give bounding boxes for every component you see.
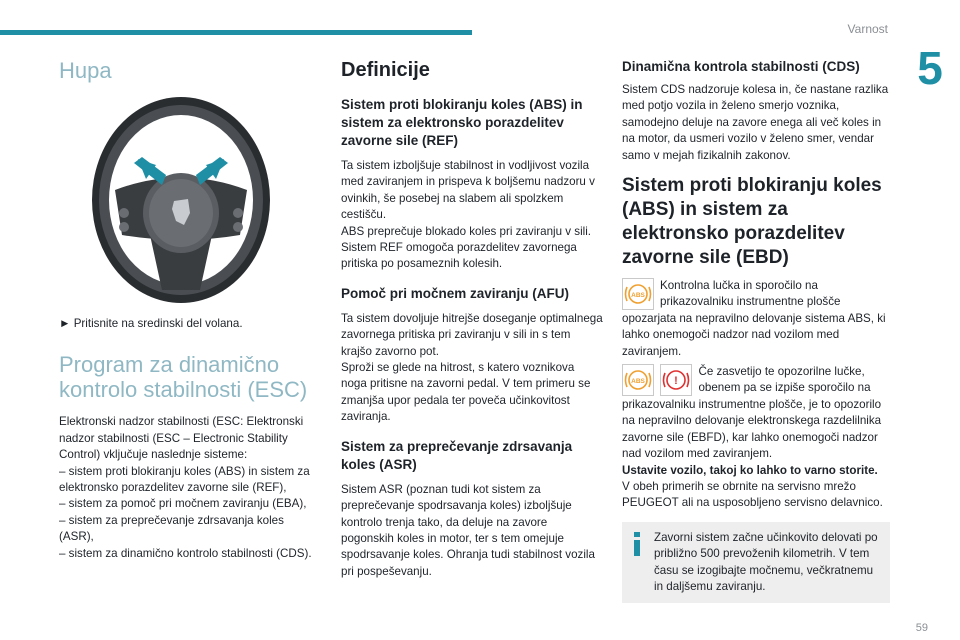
warning-2-after: V obeh primerih se obrnite na servisno mrežo PEUGEOT ali na usposobljeno servisno delavnico.: [622, 479, 883, 510]
page-number: 59: [915, 622, 928, 634]
abs-warning-lamp: [622, 278, 654, 310]
svg-text:ABS: ABS: [631, 292, 645, 300]
chapter-number: 5: [900, 42, 960, 94]
cds-text: Sistem CDS nadzoruje kolesa in, če nastane razlika med potjo vozila in želeno smerjo voznika, samodejno deluje na zavore enega ali več koles in na motor, da usmeri vozilo v želeno smer, vendar samo v mejah fizikalnih zakonov.: [622, 83, 889, 162]
section-title: Varnost: [847, 22, 888, 36]
afu-text: Ta sistem dovoljuje hitrejše doseganje optimalnega zavornega pritiska pri zaviranju v sili in s tem krajšo zavorno pot. Sproži se glede na hitrost, s katero voznikova noga pritisne na zavorni pedal. V tem primeru se zmanjša upor pedala ter poveča učinkovitost zaviranja.: [341, 311, 603, 424]
abs-icon-2: [622, 364, 654, 396]
info-box: [622, 522, 890, 604]
warning-2-bold: Ustavite vozilo, takoj ko lahko to varno storite.: [622, 463, 878, 477]
warning-1-text: Kontrolna lučka in sporočilo na prikazovalniku instrumentne plošče opozarjata na nepravilno delovanje sistema ABS, ki lahko onemogoči nadzor nad vozilom med zaviranjem.: [622, 279, 886, 358]
horn-title: Hupa: [59, 58, 112, 83]
column-2: [341, 58, 603, 580]
steering-wheel-illustration: [90, 95, 272, 305]
brake-warning-icon: [660, 364, 692, 396]
asr-text: Sistem ASR (poznan tudi kot sistem za preprečevanje spodrsavanja koles) izboljšuje kontrolo trenja tako, da deluje na zavore pogonskih koles in motor, ter s tem omejuje spodrsavanje koles. Ohranja tudi stabilnost vozila pri pospeševanju.: [341, 482, 595, 578]
definitions-title: Definicije: [341, 59, 430, 81]
cds-title: Dinamična kontrola stabilnosti (CDS): [622, 59, 860, 74]
abs-ref-title: Sistem proti blokiranju koles (ABS) in sistem za elektronsko porazdelitev zavorne sile (REF): [341, 97, 583, 148]
warning-2-text: Če zasvetijo te opozorilne lučke, obenem pa se izpiše sporočilo na prikazovalniku instrumentne plošče, je to opozorilo na nepravilno delovanje elektronskega razdelilnika zavorne sile (EBFD), kar lahko onemogoči nadzor nad vozilom med zaviranjem.: [622, 365, 882, 461]
warning-block-2: [622, 364, 890, 462]
esc-title: Program za dinamično kontrolo stabilnosti (ESC): [59, 352, 308, 403]
info-text: Zavorni sistem začne učinkovito delovati po približno 500 prevoženih kilometrih. V tem času se izogibajte močnemu, večkratnemu in daljšemu zaviranju.: [654, 530, 878, 593]
svg-text:!: !: [674, 375, 679, 388]
column-1-lower: [59, 316, 321, 562]
top-accent-bar: [0, 30, 472, 35]
column-1: [59, 58, 321, 84]
esc-text: Elektronski nadzor stabilnosti (ESC: Elektronski nadzor stabilnosti (ESC – Electronic Stability Control) vključuje naslednje sisteme: – sistem proti blokiranju koles (ABS) in sistem za elektronsko porazdelitev zavorne sile (REF), – sistem za pomoč pri močnem zaviranju (EBA), – sistem za preprečevanje zdrsavanja koles (ASR), – sistem za dinamično kontrolo stabilnosti (CDS).: [59, 415, 312, 560]
column-3: [622, 58, 890, 603]
brake-warning-lamps: [622, 364, 692, 396]
horn-instruction: ► Pritisnite na sredinski del volana.: [59, 317, 243, 330]
asr-title: Sistem za preprečevanje zdrsavanja koles (ASR): [341, 438, 573, 472]
abs-icon: [622, 278, 654, 310]
warning-block-1: [622, 278, 890, 360]
steering-wheel-icon: [90, 95, 272, 305]
afu-title: Pomoč pri močnem zaviranju (AFU): [341, 285, 570, 301]
abs-ebd-title: Sistem proti blokiranju koles (ABS) in sistem za elektronsko porazdelitev zavorne sile (EBD): [622, 175, 882, 269]
abs-ref-text: Ta sistem izboljšuje stabilnost in vodljivost vozila med zaviranjem in prispeva k boljšemu nadzoru v ovinkih, še posebej na slabem ali spolzkem cestišču. ABS preprečuje blokado koles pri zaviranju v sili. Sistem REF omogoča porazdelitev zavornega pritiska po posameznih kolesih.: [341, 159, 595, 271]
svg-text:ABS: ABS: [631, 378, 645, 386]
info-icon: [630, 532, 644, 556]
